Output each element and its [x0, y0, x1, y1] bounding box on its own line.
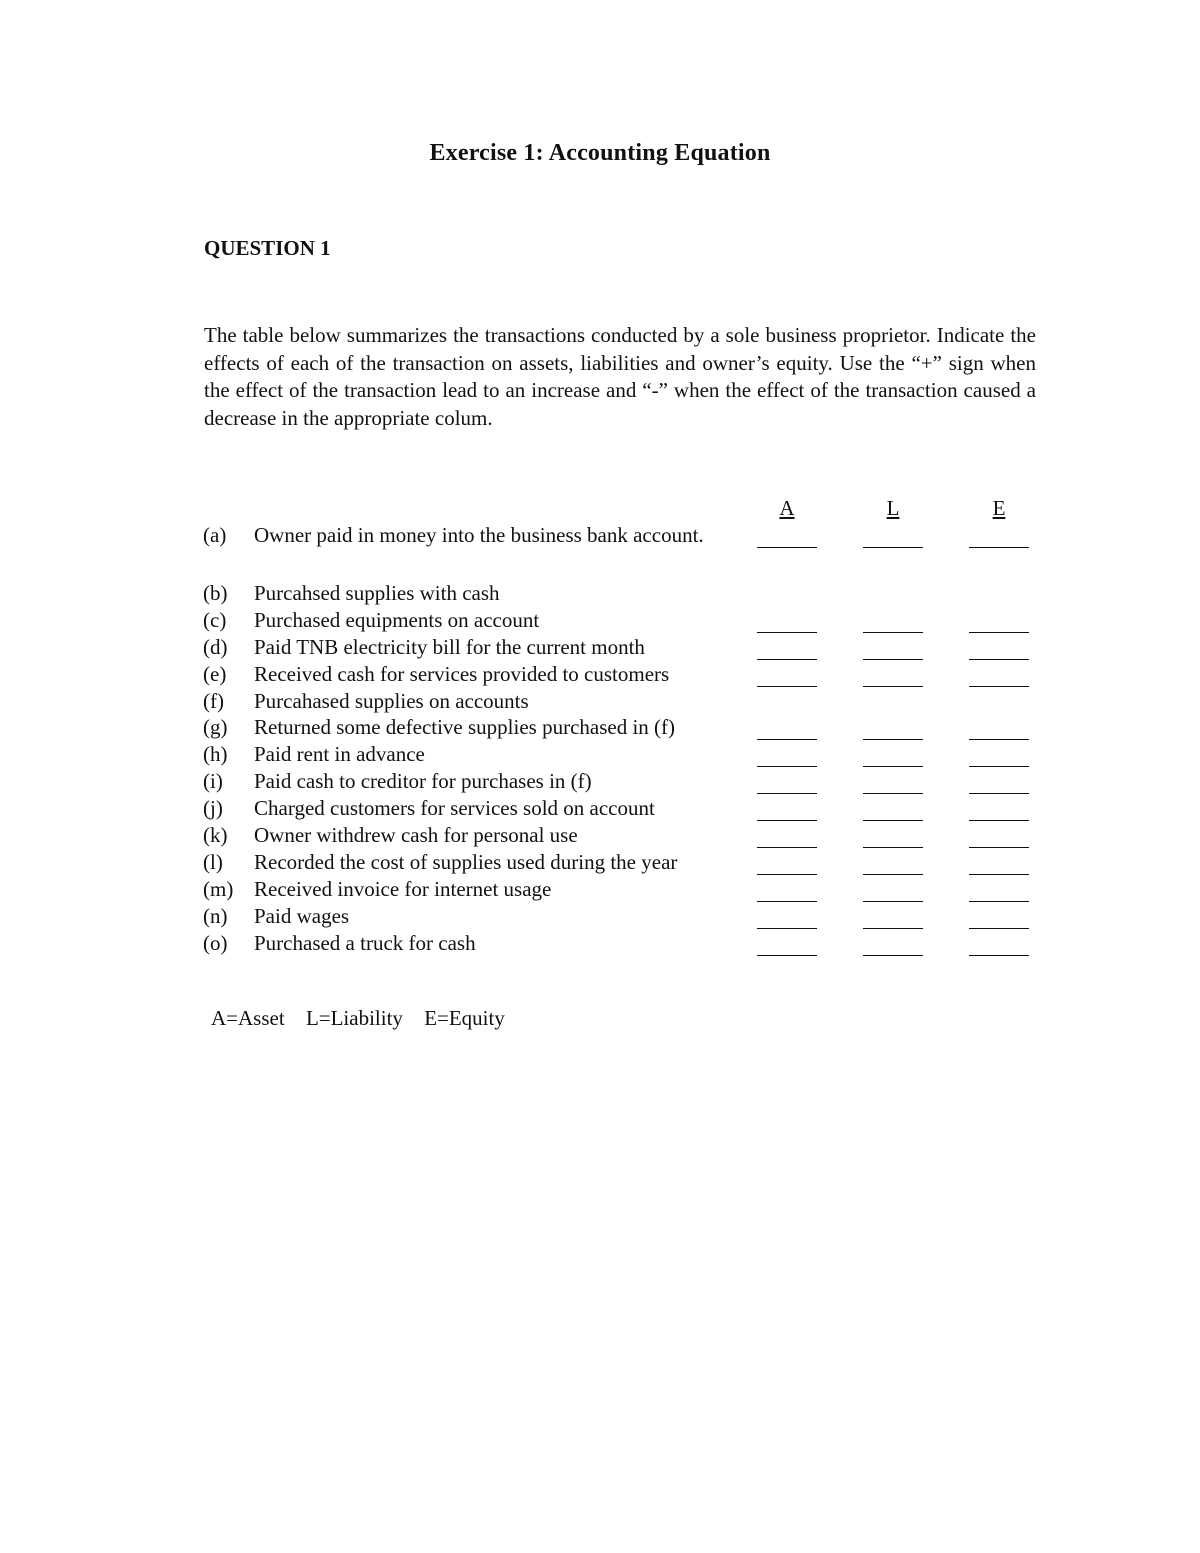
transaction-row	[0, 903, 1200, 930]
transaction-row	[0, 741, 1200, 768]
transaction-row	[0, 849, 1200, 876]
transaction-row	[0, 930, 1200, 957]
equity-answer-blank[interactable]	[969, 874, 1029, 875]
transaction-description: Purchased equipments on account	[254, 607, 540, 632]
asset-answer-blank[interactable]	[757, 686, 817, 687]
transaction-letter: (k)	[203, 823, 228, 848]
liability-answer-blank[interactable]	[863, 686, 923, 687]
asset-answer-blank[interactable]	[757, 901, 817, 902]
transaction-letter: (o)	[203, 930, 228, 955]
asset-answer-blank[interactable]	[757, 739, 817, 740]
transaction-description: Paid cash to creditor for purchases in (f)	[254, 769, 592, 794]
transaction-description: Received invoice for internet usage	[254, 876, 552, 901]
column-header-liability: L	[886, 496, 900, 520]
transaction-list	[0, 522, 1200, 956]
transaction-row	[0, 607, 1200, 634]
liability-answer-blank[interactable]	[863, 739, 923, 740]
transaction-row	[0, 522, 1200, 580]
transaction-letter: (e)	[203, 661, 227, 686]
column-header-equity: E	[992, 496, 1006, 520]
equity-answer-blank[interactable]	[969, 901, 1029, 902]
transaction-description: Received cash for services provided to customers	[254, 661, 670, 686]
transaction-description: Purcahased supplies on accounts	[254, 688, 529, 713]
transaction-row	[0, 580, 1200, 607]
asset-answer-blank[interactable]	[757, 955, 817, 956]
asset-answer-blank[interactable]	[757, 928, 817, 929]
legend-asset: A=Asset	[211, 1006, 285, 1030]
transaction-letter: (j)	[203, 796, 223, 821]
transaction-row	[0, 822, 1200, 849]
liability-answer-blank[interactable]	[863, 547, 923, 548]
transaction-letter: (f)	[203, 688, 224, 713]
liability-answer-blank[interactable]	[863, 847, 923, 848]
transaction-letter: (d)	[203, 634, 228, 659]
equity-answer-blank[interactable]	[969, 928, 1029, 929]
liability-answer-blank[interactable]	[863, 659, 923, 660]
legend-equity: E=Equity	[424, 1006, 505, 1030]
legend-liability: L=Liability	[305, 1006, 403, 1030]
asset-answer-blank[interactable]	[757, 547, 817, 548]
transaction-description: Charged customers for services sold on account	[254, 796, 655, 821]
transaction-row	[0, 661, 1200, 688]
asset-answer-blank[interactable]	[757, 766, 817, 767]
transaction-letter: (n)	[203, 903, 228, 928]
equity-answer-blank[interactable]	[969, 847, 1029, 848]
transaction-description: Purchased a truck for cash	[254, 930, 476, 955]
asset-answer-blank[interactable]	[757, 820, 817, 821]
transaction-letter: (m)	[203, 876, 234, 901]
liability-answer-blank[interactable]	[863, 820, 923, 821]
transaction-letter: (i)	[203, 769, 223, 794]
transaction-description: Purcahsed supplies with cash	[254, 581, 500, 605]
asset-answer-blank[interactable]	[757, 847, 817, 848]
transaction-description: Paid rent in advance	[254, 742, 425, 767]
equity-answer-blank[interactable]	[969, 820, 1029, 821]
equity-answer-blank[interactable]	[969, 955, 1029, 956]
liability-answer-blank[interactable]	[863, 793, 923, 794]
liability-answer-blank[interactable]	[863, 901, 923, 902]
column-header-asset: A	[779, 496, 795, 520]
asset-answer-blank[interactable]	[757, 793, 817, 794]
liability-answer-blank[interactable]	[863, 874, 923, 875]
liability-answer-blank[interactable]	[863, 766, 923, 767]
transaction-row	[0, 634, 1200, 661]
transaction-letter: (l)	[203, 849, 223, 874]
transaction-description: Paid TNB electricity bill for the current month	[254, 634, 645, 659]
transaction-row	[0, 768, 1200, 795]
transaction-letter: (c)	[203, 607, 227, 632]
equity-answer-blank[interactable]	[969, 793, 1029, 794]
equity-answer-blank[interactable]	[969, 547, 1029, 548]
liability-answer-blank[interactable]	[863, 632, 923, 633]
equity-answer-blank[interactable]	[969, 739, 1029, 740]
transaction-description: Recorded the cost of supplies used during the year	[254, 849, 678, 874]
equity-answer-blank[interactable]	[969, 632, 1029, 633]
transaction-description: Returned some defective supplies purchased in (f)	[254, 715, 676, 740]
liability-answer-blank[interactable]	[863, 928, 923, 929]
transaction-row	[0, 688, 1200, 715]
asset-answer-blank[interactable]	[757, 632, 817, 633]
equity-answer-blank[interactable]	[969, 766, 1029, 767]
liability-answer-blank[interactable]	[863, 955, 923, 956]
asset-answer-blank[interactable]	[757, 874, 817, 875]
page-title: Exercise 1: Accounting Equation	[429, 140, 771, 166]
transaction-row	[0, 795, 1200, 822]
transaction-letter: (b)	[203, 581, 228, 605]
transaction-letter: (a)	[203, 523, 227, 547]
transaction-description: Owner paid in money into the business bank account.	[254, 523, 704, 547]
transaction-description: Owner withdrew cash for personal use	[254, 823, 578, 848]
instructions-paragraph: The table below summarizes the transactions conducted by a sole business proprietor. Indicate the effects of each of the transaction on assets, liabilities and owner’s equity. Use the “+” sign when the effect of the transaction lead to an increase and “-” when the effect of the transaction caused a decrease in the appropriate colum.	[204, 323, 1036, 430]
transaction-description: Paid wages	[254, 903, 350, 928]
asset-answer-blank[interactable]	[757, 659, 817, 660]
question-heading: QUESTION 1	[204, 236, 331, 260]
legend	[211, 1006, 519, 1031]
transaction-row	[0, 714, 1200, 741]
transaction-letter: (g)	[203, 715, 228, 740]
equity-answer-blank[interactable]	[969, 686, 1029, 687]
equity-answer-blank[interactable]	[969, 659, 1029, 660]
transaction-row	[0, 876, 1200, 903]
transaction-letter: (h)	[203, 742, 228, 767]
